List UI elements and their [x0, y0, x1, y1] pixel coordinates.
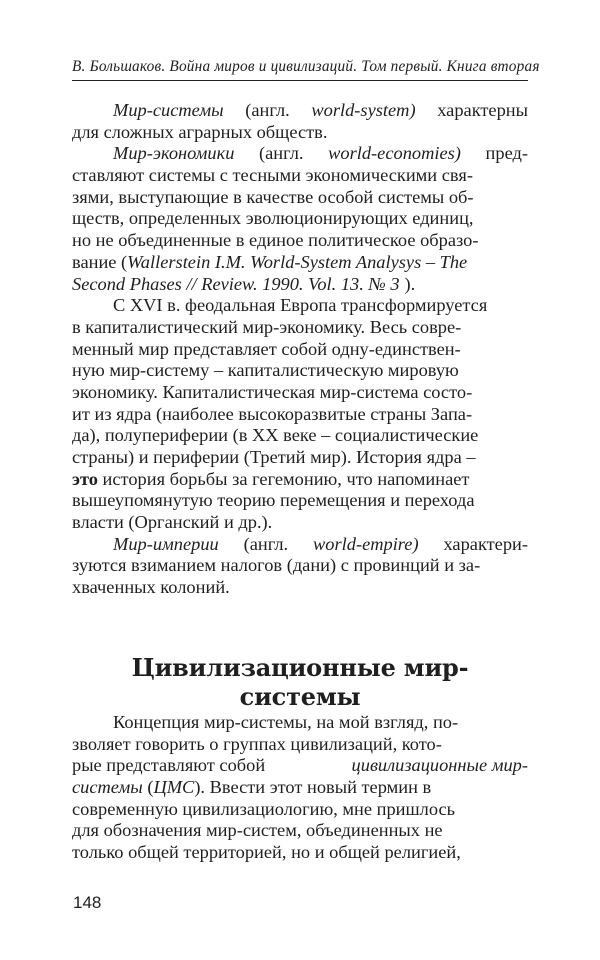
text-line: зволяет говорить о группах цивилизаций, кото-	[72, 733, 442, 754]
text-line: только общей территорией, но и общей религией,	[72, 842, 461, 863]
text-line: менный мир представляет собой одну-единствен-	[72, 338, 461, 359]
text-line: вание (Wallerstein I.M. World-System Analysys – The	[72, 251, 468, 272]
text-line: Мир-системы (англ. world-system) характерны	[113, 100, 528, 120]
text-line: системы (ЦМС). Ввести этот новый термин в	[72, 777, 432, 798]
text-line: зями, выступающие в качестве особой системы об-	[72, 186, 474, 207]
text-line: Second Phases // Review. 1990. Vol. 13. № 3 ).	[72, 273, 416, 294]
text-line: да), полупериферии (в XX веке – социалистические	[72, 425, 479, 446]
text-line: Концепция мир-системы, на мой взгляд, по-	[113, 712, 459, 732]
body-text	[72, 100, 528, 599]
text-line: власти (Органский и др.).	[72, 512, 273, 533]
header-rule	[72, 80, 528, 81]
text-line: вышеупомянутую теорию перемещения и перехода	[72, 490, 475, 511]
page-number: 148	[73, 893, 102, 912]
text-line: Мир-империи (англ. world-empire) характери-	[113, 533, 528, 554]
text-line: хваченных колоний.	[72, 577, 230, 598]
text-line: ную мир-систему – капиталистическую мировую	[72, 360, 459, 381]
text-line: ставляют системы с тесными экономическими свя-	[72, 165, 473, 186]
text-line: это история борьбы за гегемонию, что напоминает	[72, 468, 470, 489]
section-heading: Цивилизационные мир-системы	[131, 653, 469, 711]
text-line: но не объединенные в единое политическое образо-	[72, 230, 479, 251]
text-line: рые представляют собой цивилизационные мир-	[72, 755, 528, 776]
text-line: С XVI в. феодальная Европа трансформируется	[113, 295, 488, 316]
text-line: ществ, определенных эволюционирующих единиц,	[72, 208, 474, 229]
text-line: Мир-экономики (англ. world-economies) пред-	[113, 143, 528, 164]
text-line: ит из ядра (наиболее высокоразвитые страны Запа-	[72, 403, 473, 424]
text-line: для сложных аграрных обществ.	[72, 121, 328, 142]
text-line: в капиталистический мир-экономику. Весь совре-	[72, 316, 462, 337]
text-line: страны) и периферии (Третий мир). История ядра –	[72, 447, 476, 467]
text-line: зуются взиманием налогов (дани) с провинций и за-	[72, 555, 481, 576]
text-line: для обозначения мир-систем, объединенных не	[72, 820, 443, 841]
text-line: экономику. Капиталистическая мир-система состо-	[72, 381, 473, 402]
text-line: современную цивилизациологию, мне пришлось	[72, 798, 456, 819]
running-header: В. Большаков. Война миров и цивилизаций. Том первый. Книга вторая	[72, 58, 540, 75]
section-text	[72, 712, 528, 864]
bold-word: это	[72, 468, 98, 489]
